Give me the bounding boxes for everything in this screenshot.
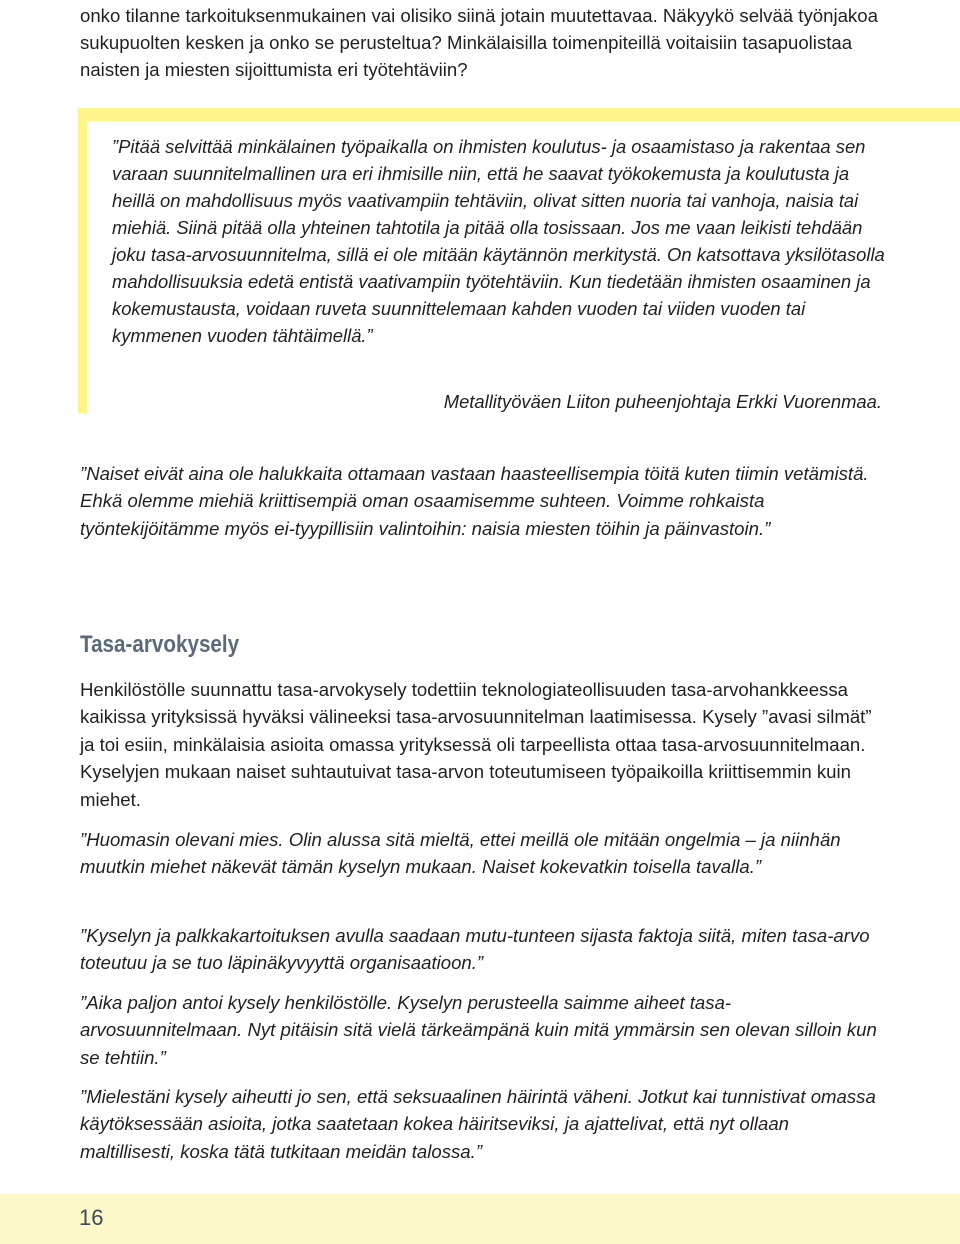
section-heading: Tasa-arvokysely [80,631,240,658]
highlight-quote-box [78,108,960,413]
quote-1: ”Huomasin olevani mies. Olin alussa sitä mieltä, ettei meillä ole mitään ongelmia – ja niinhän muutkin miehet näkevät tämän kyselyn mukaan. Naiset kokevatkin toisella tavalla.” [80,829,841,878]
quote-3: ”Aika paljon antoi kysely henkilöstölle. Kyselyn perusteella saimme aiheet tasa-arvosuunnitelmaan. Nyt pitäisin sitä vielä tärkeämpänä kuin mitä ymmärsin sen olevan silloin kun se tehtiin.” [80,992,877,1068]
quote-2: ”Kyselyn ja palkkakartoituksen avulla saadaan mutu-tunteen sijasta faktoja siitä, miten tasa-arvo toteutuu ja se tuo läpinäkyvyyttä organisaatioon.” [80,925,870,974]
footer-band [0,1194,960,1244]
box-quote-attribution: Metallityöväen Liiton puheenjohtaja Erkki Vuorenmaa. [443,391,882,412]
quote-4: ”Mielestäni kysely aiheutti jo sen, että seksuaalinen häirintä väheni. Jotkut kai tunnistivat omassa käytöksessään asioita, jotka saatetaan kokea häiritseviksi, ja ajattelivat, että nyt ollaan maltillisesti, koska tätä tutkitaan meidän talossa.” [80,1086,876,1162]
intro-paragraph: onko tilanne tarkoituksenmukainen vai olisiko siinä jotain muutettavaa. Näkyykö selvää työnjakoa sukupuolten kesken ja onko se perusteltua? Minkälaisilla toimenpiteillä voitaisiin tasapuolistaa naisten ja miesten sijoittumista eri työtehtäviin? [80,5,878,80]
section-body: Henkilöstölle suunnattu tasa-arvokysely todettiin teknologiateollisuuden tasa-arvohankkeessa kaikissa yrityksissä hyväksi välineeksi tasa-arvosuunnitelman laatimisessa. Kysely ”avasi silmät” ja toi esiin, minkälaisia asioita omassa yrityksessä oli tarpeellista ottaa tasa-arvosuunnitelmaan. Kyselyjen mukaan naiset suhtautuivat tasa-arvon toteutumiseen työpaikoilla kriittisemmin kuin miehet. [80,679,872,810]
quote-box-top-bar [78,108,960,121]
box-quote-text: ”Pitää selvittää minkälainen työpaikalla on ihmisten koulutus- ja osaamistaso ja rakentaa sen varaan suunnitelmallinen ura eri ihmisille niin, että he saavat työkokemusta ja koulutusta ja heillä on mahdollisuus myös vaativampiin tehtäviin, olivat sitten nuoria tai vanhoja, naisia tai miehiä. Siinä pitää olla yhteinen tahtotila ja pitää olla tosissaan. Jos me vaan leikisti tehdään joku tasa-arvosuunnitelma, sillä ei ole mitään käytännön merkitystä. On katsottava yksilötasolla mahdollisuuksia edetä entistä vaativampiin työtehtäviin. Kun tiedetään ihmisten osaaminen ja kokemustausta, voidaan ruveta suunnittelemaan kahden vuoden tai viiden vuoden tai kymmenen vuoden tähtäimellä.” [112,136,885,346]
page-number: 16 [79,1205,104,1230]
quote-box-left-bar [78,108,87,413]
quote-naiset: ”Naiset eivät aina ole halukkaita ottamaan vastaan haasteellisempia töitä kuten tiimin vetämistä. Ehkä olemme miehiä kriittisempiä oman osaamisemme suhteen. Voimme rohkaista työntekijöitämme myös ei-tyypillisiin valintoihin: naisia miesten töihin ja päinvastoin.” [80,463,869,539]
